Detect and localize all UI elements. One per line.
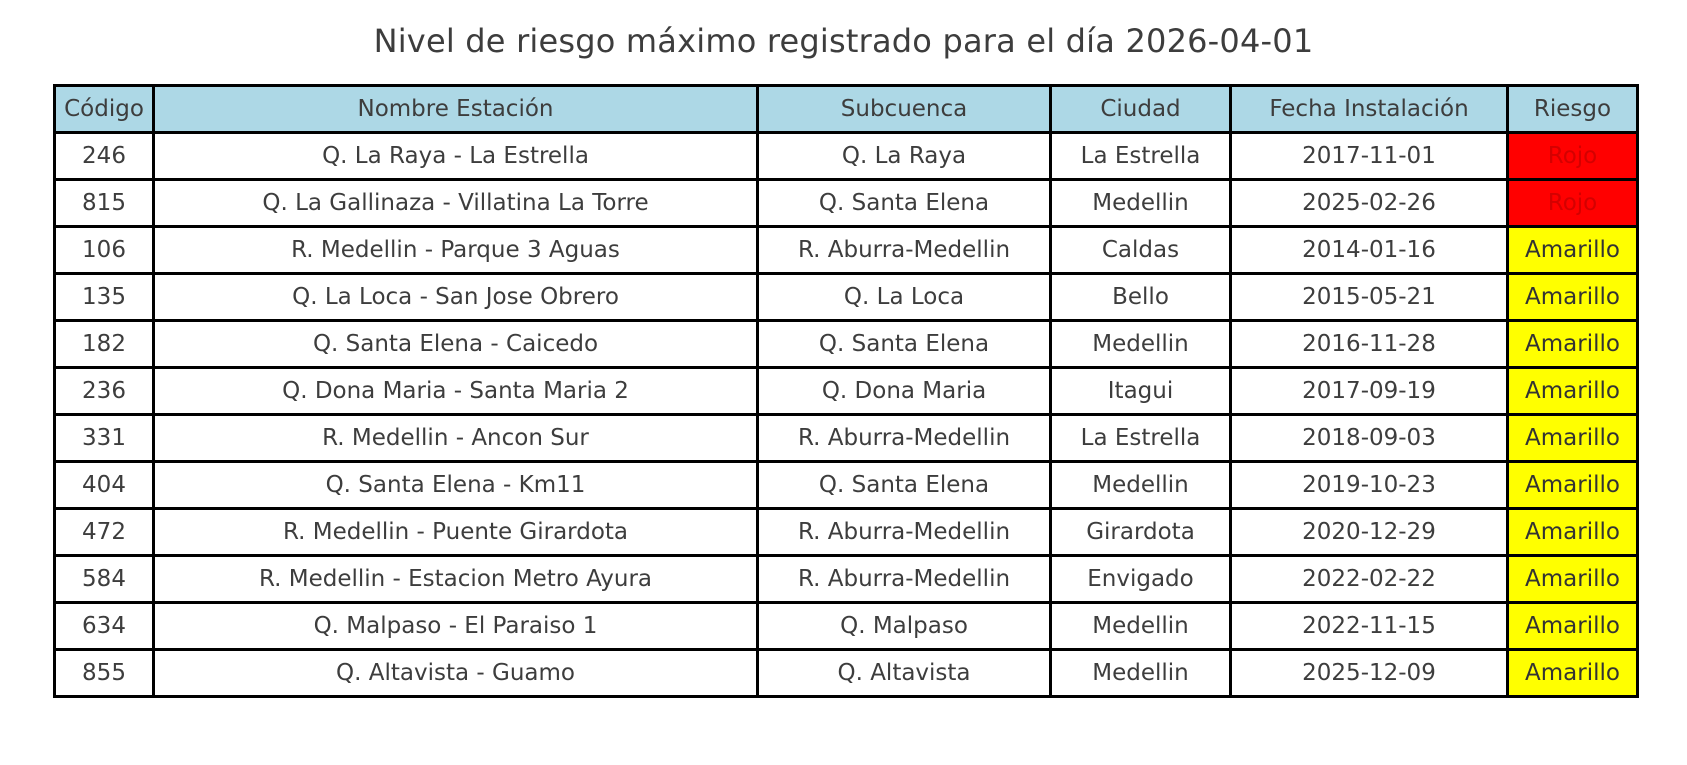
table-row — [55, 462, 1638, 509]
cell-fecha: 2017-11-01 — [1231, 133, 1508, 180]
cell-nombre: Q. Santa Elena - Caicedo — [154, 321, 758, 368]
cell-nombre: Q. Malpaso - El Paraiso 1 — [154, 603, 758, 650]
risk-badge: Rojo — [1508, 180, 1638, 227]
risk-badge: Amarillo — [1508, 603, 1638, 650]
risk-table — [53, 84, 1639, 698]
table-row — [55, 556, 1638, 603]
cell-codigo: 855 — [55, 650, 154, 697]
risk-badge: Amarillo — [1508, 556, 1638, 603]
cell-nombre: Q. Santa Elena - Km11 — [154, 462, 758, 509]
cell-codigo: 404 — [55, 462, 154, 509]
table-header — [55, 86, 1638, 133]
cell-ciudad: Itagui — [1051, 368, 1231, 415]
cell-ciudad: La Estrella — [1051, 133, 1231, 180]
cell-codigo: 815 — [55, 180, 154, 227]
cell-ciudad: Medellin — [1051, 603, 1231, 650]
column-header-ciudad: Ciudad — [1051, 86, 1231, 133]
cell-fecha: 2015-05-21 — [1231, 274, 1508, 321]
table-row — [55, 603, 1638, 650]
cell-ciudad: Envigado — [1051, 556, 1231, 603]
cell-fecha: 2022-02-22 — [1231, 556, 1508, 603]
risk-badge: Amarillo — [1508, 321, 1638, 368]
cell-codigo: 246 — [55, 133, 154, 180]
risk-badge: Amarillo — [1508, 462, 1638, 509]
cell-subcuenca: Q. Santa Elena — [758, 462, 1051, 509]
cell-ciudad: Caldas — [1051, 227, 1231, 274]
cell-codigo: 135 — [55, 274, 154, 321]
cell-nombre: Q. La Raya - La Estrella — [154, 133, 758, 180]
cell-ciudad: Medellin — [1051, 180, 1231, 227]
cell-nombre: R. Medellin - Parque 3 Aguas — [154, 227, 758, 274]
column-header-subcuenca: Subcuenca — [758, 86, 1051, 133]
cell-ciudad: Girardota — [1051, 509, 1231, 556]
column-header-fecha: Fecha Instalación — [1231, 86, 1508, 133]
cell-nombre: R. Medellin - Puente Girardota — [154, 509, 758, 556]
header-row — [55, 86, 1638, 133]
column-header-riesgo: Riesgo — [1508, 86, 1638, 133]
cell-fecha: 2019-10-23 — [1231, 462, 1508, 509]
risk-badge: Rojo — [1508, 133, 1638, 180]
cell-fecha: 2022-11-15 — [1231, 603, 1508, 650]
page-title: Nivel de riesgo máximo registrado para el día 2026-04-01 — [373, 22, 1314, 60]
cell-subcuenca: Q. Santa Elena — [758, 321, 1051, 368]
cell-nombre: Q. Dona Maria - Santa Maria 2 — [154, 368, 758, 415]
column-header-nombre: Nombre Estación — [154, 86, 758, 133]
cell-nombre: Q. La Loca - San Jose Obrero — [154, 274, 758, 321]
table-row — [55, 415, 1638, 462]
cell-nombre: Q. La Gallinaza - Villatina La Torre — [154, 180, 758, 227]
cell-nombre: R. Medellin - Estacion Metro Ayura — [154, 556, 758, 603]
cell-ciudad: La Estrella — [1051, 415, 1231, 462]
cell-fecha: 2014-01-16 — [1231, 227, 1508, 274]
cell-codigo: 472 — [55, 509, 154, 556]
risk-badge: Amarillo — [1508, 368, 1638, 415]
cell-subcuenca: Q. Santa Elena — [758, 180, 1051, 227]
table-row — [55, 509, 1638, 556]
risk-badge: Amarillo — [1508, 274, 1638, 321]
cell-subcuenca: Q. Dona Maria — [758, 368, 1051, 415]
cell-fecha: 2025-02-26 — [1231, 180, 1508, 227]
cell-codigo: 634 — [55, 603, 154, 650]
cell-subcuenca: Q. Altavista — [758, 650, 1051, 697]
cell-fecha: 2025-12-09 — [1231, 650, 1508, 697]
table-body — [55, 133, 1638, 697]
cell-fecha: 2020-12-29 — [1231, 509, 1508, 556]
cell-subcuenca: R. Aburra-Medellin — [758, 509, 1051, 556]
risk-badge: Amarillo — [1508, 415, 1638, 462]
risk-badge: Amarillo — [1508, 650, 1638, 697]
risk-badge: Amarillo — [1508, 509, 1638, 556]
table-row — [55, 274, 1638, 321]
cell-codigo: 236 — [55, 368, 154, 415]
cell-fecha: 2018-09-03 — [1231, 415, 1508, 462]
cell-ciudad: Medellin — [1051, 462, 1231, 509]
cell-fecha: 2016-11-28 — [1231, 321, 1508, 368]
table-row — [55, 321, 1638, 368]
cell-ciudad: Medellin — [1051, 321, 1231, 368]
cell-nombre: Q. Altavista - Guamo — [154, 650, 758, 697]
column-header-codigo: Código — [55, 86, 154, 133]
cell-fecha: 2017-09-19 — [1231, 368, 1508, 415]
risk-badge: Amarillo — [1508, 227, 1638, 274]
cell-subcuenca: Q. La Raya — [758, 133, 1051, 180]
cell-subcuenca: Q. La Loca — [758, 274, 1051, 321]
table-row — [55, 368, 1638, 415]
cell-codigo: 182 — [55, 321, 154, 368]
cell-subcuenca: R. Aburra-Medellin — [758, 227, 1051, 274]
cell-subcuenca: Q. Malpaso — [758, 603, 1051, 650]
cell-nombre: R. Medellin - Ancon Sur — [154, 415, 758, 462]
cell-codigo: 106 — [55, 227, 154, 274]
cell-subcuenca: R. Aburra-Medellin — [758, 556, 1051, 603]
cell-codigo: 331 — [55, 415, 154, 462]
cell-subcuenca: R. Aburra-Medellin — [758, 415, 1051, 462]
table-row — [55, 180, 1638, 227]
table-row — [55, 650, 1638, 697]
table-row — [55, 227, 1638, 274]
cell-ciudad: Medellin — [1051, 650, 1231, 697]
cell-ciudad: Bello — [1051, 274, 1231, 321]
cell-codigo: 584 — [55, 556, 154, 603]
table-row — [55, 133, 1638, 180]
